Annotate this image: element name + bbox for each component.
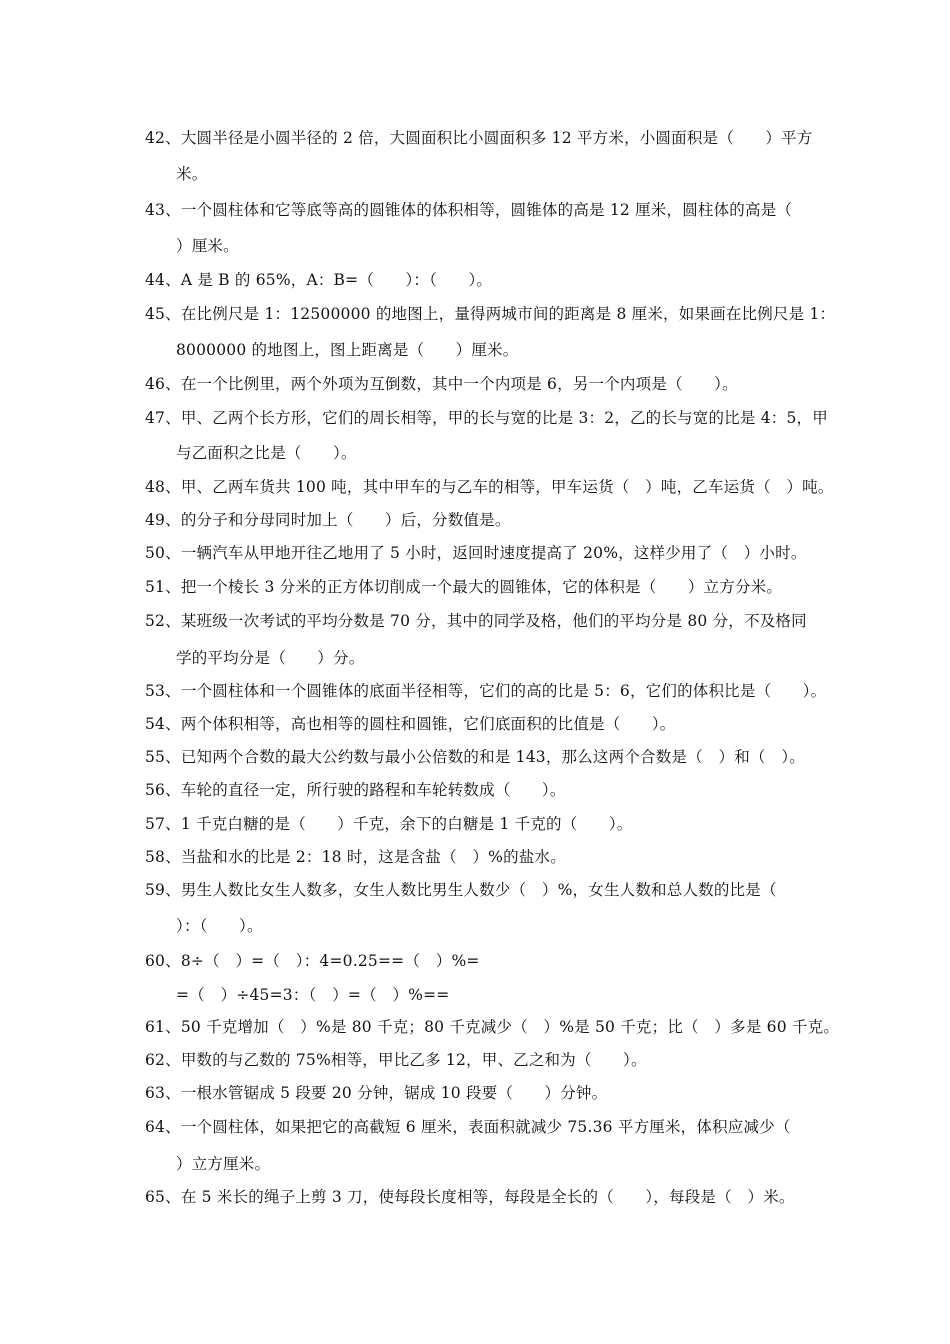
question-64-line-2: ）立方厘米。 [176, 1155, 271, 1173]
question-63-line-1: 63、一根水管锯成 5 段要 20 分钟，锯成 10 段要（ ）分钟。 [145, 1084, 608, 1102]
question-48-line-1: 48、甲、乙两车货共 100 吨，其中甲车的与乙车的相等，甲车运货（ ）吨，乙车运货（ ）吨。 [145, 478, 834, 496]
question-61-line-1: 61、50 千克增加（ ）%是 80 千克；80 千克减少（ ）%是 50 千克；比（ ）多是 60 千克。 [145, 1018, 840, 1036]
question-42-line-1: 42、大圆半径是小圆半径的 2 倍，大圆面积比小圆面积多 12 平方米，小圆面积是（ ）平方 [145, 129, 813, 147]
question-44-line-1: 44、A 是 B 的 65%，A：B=（ ）：（ ）。 [145, 271, 493, 289]
question-59-line-1: 59、男生人数比女生人数多，女生人数比男生人数少（ ）%，女生人数和总人数的比是（ [145, 881, 777, 899]
question-58-line-1: 58、当盐和水的比是 2：18 时，这是含盐（ ）%的盐水。 [145, 848, 566, 866]
question-46-line-1: 46、在一个比例里，两个外项为互倒数，其中一个内项是 6，另一个内项是（ ）。 [145, 375, 738, 393]
question-57-line-1: 57、1 千克白糖的是（ ）千克，余下的白糖是 1 千克的（ ）。 [145, 815, 633, 833]
question-65-line-1: 65、在 5 米长的绳子上剪 3 刀，使每段长度相等，每段是全长的（ ），每段是（ ）米。 [145, 1188, 795, 1206]
question-47-line-1: 47、甲、乙两个长方形，它们的周长相等，甲的长与宽的比是 3：2，乙的长与宽的比是 4：5，甲 [145, 409, 828, 427]
question-43-line-2: ）厘米。 [176, 237, 239, 255]
question-64-line-1: 64、一个圆柱体，如果把它的高截短 6 厘米，表面积就减少 75.36 平方厘米，体积应减少（ [145, 1118, 791, 1136]
question-49-line-1: 49、的分子和分母同时加上（ ）后，分数值是。 [145, 511, 511, 529]
question-54-line-1: 54、两个体积相等，高也相等的圆柱和圆锥，它们底面积的比值是（ ）。 [145, 715, 676, 733]
question-53-line-1: 53、一个圆柱体和一个圆锥体的底面半径相等，它们的高的比是 5：6，它们的体积比是（ ）。 [145, 682, 827, 700]
question-43-line-1: 43、一个圆柱体和它等底等高的圆锥体的体积相等，圆锥体的高是 12 厘米，圆柱体的高是（ [145, 201, 793, 219]
question-55-line-1: 55、已知两个合数的最大公约数与最小公倍数的和是 143，那么这两个合数是（ ）和（ ）。 [145, 748, 805, 766]
question-52-line-2: 学的平均分是（ ）分。 [176, 649, 365, 667]
question-45-line-1: 45、在比例尺是 1：12500000 的地图上，量得两城市间的距离是 8 厘米，如果画在比例尺是 1： [145, 305, 836, 323]
question-56-line-1: 56、车轮的直径一定，所行驶的路程和车轮转数成（ ）。 [145, 781, 566, 799]
question-60-line-2: =（ ）÷45=3：（ ）=（ ）%== [176, 986, 450, 1004]
question-59-line-2: ）：（ ）。 [176, 917, 263, 935]
question-62-line-1: 62、甲数的与乙数的 75%相等，甲比乙多 12，甲、乙之和为（ ）。 [145, 1051, 647, 1069]
question-52-line-1: 52、某班级一次考试的平均分数是 70 分，其中的同学及格，他们的平均分是 80 分，不及格同 [145, 612, 807, 630]
question-60-line-1: 60、8÷（ ）=（ ）：4=0.25==（ ）%= [145, 952, 480, 970]
question-51-line-1: 51、把一个棱长 3 分米的正方体切削成一个最大的圆锥体，它的体积是（ ）立方分米。 [145, 578, 783, 596]
question-50-line-1: 50、一辆汽车从甲地开往乙地用了 5 小时，返回时速度提高了 20%，这样少用了（ ）小时。 [145, 544, 807, 562]
question-42-line-2: 米。 [176, 165, 208, 183]
question-45-line-2: 8000000 的地图上，图上距离是（ ）厘米。 [176, 341, 519, 359]
question-47-line-2: 与乙面积之比是（ ）。 [176, 444, 357, 462]
